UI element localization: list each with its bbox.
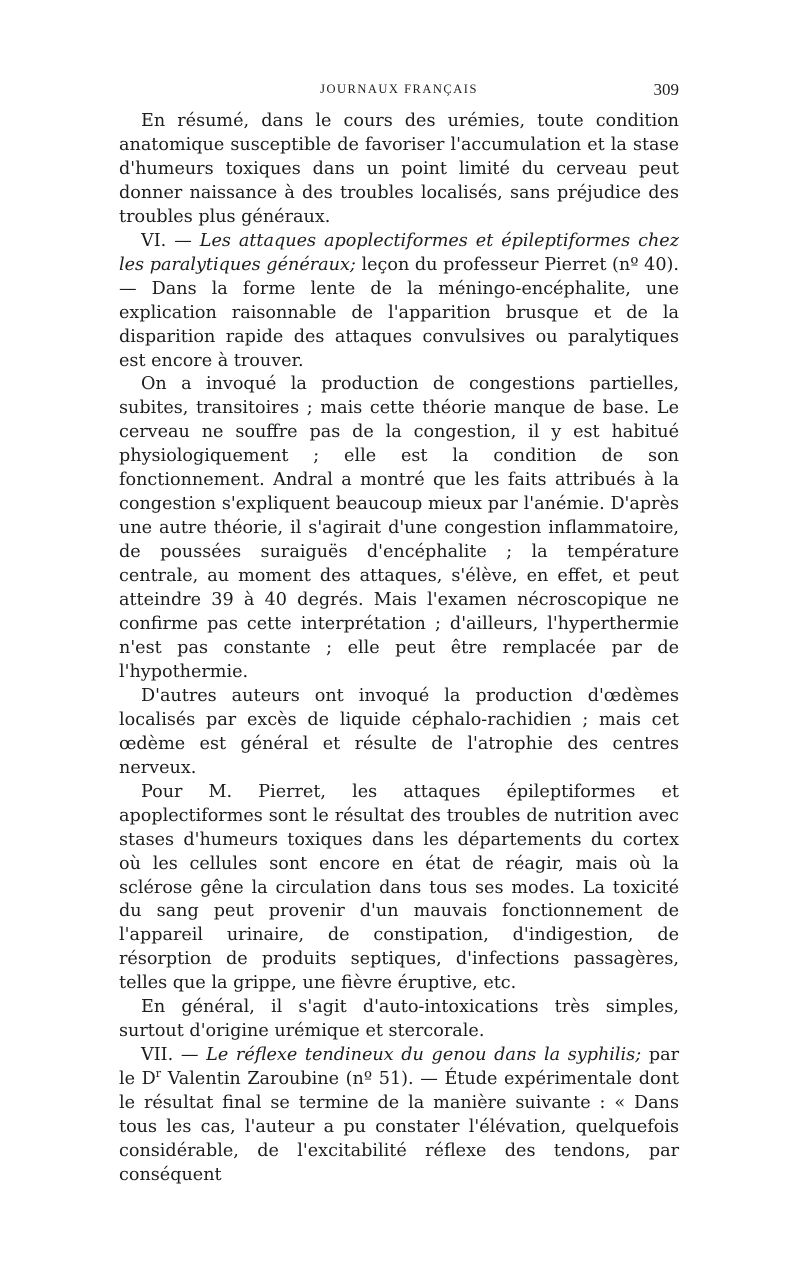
section-number: VI. — <box>141 230 200 251</box>
section-title: Le réflexe tendineux du genou dans la syphilis; <box>206 1045 642 1066</box>
page-number: 309 <box>653 80 679 99</box>
paragraph-text: leçon du professeur Pierret (nº 40). — Dans la forme lente de la méningo-encéphalite, une explication raisonnable de l'apparition brusque et de la disparition rapide des attaques convulsives ou paralytiques est encore à trouver. <box>119 254 679 371</box>
paragraph-section-vi <box>119 230 679 374</box>
superscript: r <box>155 1067 162 1081</box>
body-text <box>119 110 679 1188</box>
page-header <box>119 82 679 110</box>
section-number: VII. — <box>141 1045 207 1066</box>
paragraph-text: En général, il s'agit d'auto-intoxications très simples, surtout d'origine urémique et stercorale. <box>119 997 679 1042</box>
paragraph-congestion <box>119 373 679 684</box>
section-title: Les attaques apoplectiformes et épileptiformes chez les paralytiques généraux; <box>119 230 679 275</box>
paragraph-text: On a invoqué la production de congestions partielles, subites, transitoires ; mais cette théorie manque de base. Le cerveau ne souffre pas de la congestion, il y est habitué physiologiquement ; elle est la condition de son fonctionnement. Andral a montré que les faits attribués à la congestion s'expliquent beaucoup mieux par l'anémie. D'après une autre théorie, il s'agirait d'une congestion inflammatoire, de poussées suraiguës d'encéphalite ; la température centrale, au moment des attaques, s'élève, en effet, et peut atteindre 39 à 40 degrés. Mais l'examen nécroscopique ne confirme pas cette interprétation ; d'ailleurs, l'hyperthermie n'est pas constante ; elle peut être remplacée par de l'hypothermie. <box>119 374 679 682</box>
paragraph-text: En résumé, dans le cours des urémies, toute condition anatomique susceptible de favoriser l'accumulation et la stase d'humeurs toxiques dans un point limité du cerveau peut donner naissance à des troubles localisés, sans préjudice des troubles plus généraux. <box>119 111 679 227</box>
paragraph-pierret <box>119 781 679 997</box>
paragraph-auto-intoxications <box>119 996 679 1044</box>
paragraph-section-vii <box>119 1044 679 1188</box>
paragraph-oedemes <box>119 685 679 781</box>
paragraph-text: Pour M. Pierret, les attaques épileptiformes et apoplectiformes sont le résultat des troubles de nutrition avec stases d'humeurs toxiques dans les départements du cortex où les cellules sont encore en état de réagir, mais où la sclérose gêne la circulation dans tous ses modes. La toxicité du sang peut provenir d'un mauvais fonctionnement de l'appareil urinaire, de constipation, d'indigestion, de résorption de produits septiques, d'infections passagères, telles que la grippe, une fièvre éruptive, etc. <box>119 781 679 994</box>
paragraph-text: D'autres auteurs ont invoqué la production d'œdèmes localisés par excès de liquide céphalo-rachidien ; mais cet œdème est général et résulte de l'atrophie des centres nerveux. <box>119 685 679 778</box>
paragraph-summary <box>119 110 679 230</box>
paragraph-text: par le D <box>119 1045 679 1090</box>
paragraph-text: Valentin Zaroubine (nº 51). — Étude expérimentale dont le résultat final se termine de la manière suivante : « Dans tous les cas, l'auteur a pu constater l'élévation, quelquefois considérable, de l'excitabilité réflexe des tendons, par conséquent <box>119 1069 679 1185</box>
running-title: JOURNAUX FRANÇAIS <box>320 82 478 96</box>
book-page <box>119 82 679 1188</box>
